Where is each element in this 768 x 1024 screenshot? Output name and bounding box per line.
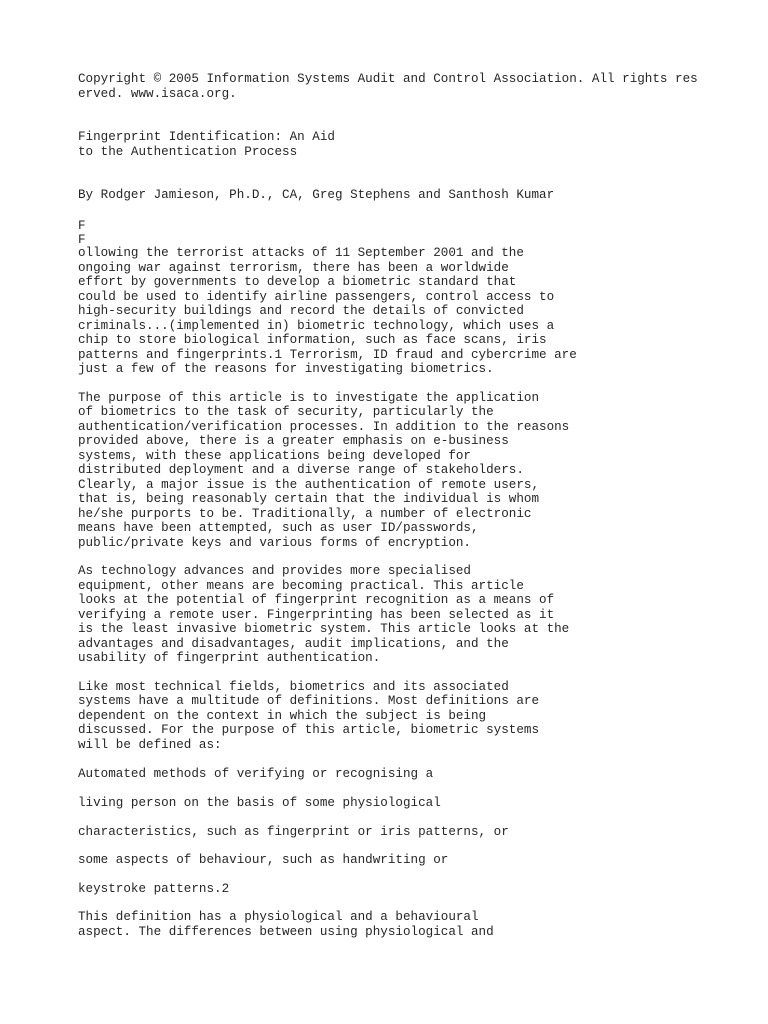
paragraph-line: discussed. For the purpose of this article, biometric systems [78,723,540,737]
paragraph-line: ollowing the terrorist attacks of 11 September 2001 and the [78,246,524,260]
paragraph-line: patterns and fingerprints.1 Terrorism, ID fraud and cybercrime are [78,348,577,362]
paragraph-line: could be used to identify airline passengers, control access to [78,290,555,304]
paragraph-line: provided above, there is a greater emphasis on e-business [78,434,509,448]
quote-line: some aspects of behaviour, such as handwriting or [78,853,449,867]
quote-line: characteristics, such as fingerprint or iris patterns, or [78,825,509,839]
paragraph-line: high-security buildings and record the details of convicted [78,304,524,318]
quote-line: Automated methods of verifying or recognising a [78,767,434,781]
title-line: Fingerprint Identification: An Aid [78,130,335,144]
paragraph-line: is the least invasive biometric system. This article looks at the [78,622,570,636]
paragraph-line: usability of fingerprint authentication. [78,651,381,665]
drop-cap-letter: F [78,219,86,233]
paragraph-line: chip to store biological information, such as face scans, iris [78,333,547,347]
paragraph-line: of biometrics to the task of security, particularly the [78,405,494,419]
title-line: to the Authentication Process [78,145,298,159]
drop-cap-letter: F [78,233,86,247]
paragraph-line: Like most technical fields, biometrics and its associated [78,680,509,694]
paragraph-line: systems, with these applications being developed for [78,449,471,463]
paragraph-line: systems have a multitude of definitions. Most definitions are [78,694,540,708]
paragraph-line: As technology advances and provides more specialised [78,564,471,578]
paragraph-line: effort by governments to develop a biometric standard that [78,275,517,289]
paragraph-line: dependent on the context in which the subject is being [78,709,487,723]
paragraph-line: that is, being reasonably certain that the individual is whom [78,492,540,506]
paragraph-line: aspect. The differences between using physiological and [78,925,494,939]
paragraph-line: The purpose of this article is to investigate the application [78,391,540,405]
paragraph-line: Clearly, a major issue is the authentication of remote users, [78,478,540,492]
paragraph-line: public/private keys and various forms of encryption. [78,536,471,550]
paragraph-line: advantages and disadvantages, audit implications, and the [78,637,509,651]
paragraph-line: just a few of the reasons for investigating biometrics. [78,362,494,376]
paragraph-line: verifying a remote user. Fingerprinting has been selected as it [78,608,555,622]
paragraph-line: means have been attempted, such as user ID/passwords, [78,521,479,535]
paragraph-line: equipment, other means are becoming practical. This article [78,579,524,593]
paragraph-line: authentication/verification processes. In addition to the reasons [78,420,570,434]
copyright-line: erved. www.isaca.org. [78,87,237,101]
paragraph-line: This definition has a physiological and a behavioural [78,910,479,924]
byline: By Rodger Jamieson, Ph.D., CA, Greg Stephens and Santhosh Kumar [78,188,555,202]
paragraph-line: distributed deployment and a diverse range of stakeholders. [78,463,524,477]
paragraph-line: he/she purports to be. Traditionally, a number of electronic [78,507,532,521]
paragraph-line: ongoing war against terrorism, there has been a worldwide [78,261,509,275]
paragraph-line: will be defined as: [78,738,222,752]
copyright-line: Copyright © 2005 Information Systems Audit and Control Association. All rights res [78,72,698,86]
paragraph-line: criminals...(implemented in) biometric technology, which uses a [78,319,555,333]
quote-line: keystroke patterns.2 [78,882,230,896]
paragraph-line: looks at the potential of fingerprint recognition as a means of [78,593,555,607]
quote-line: living person on the basis of some physiological [78,796,441,810]
